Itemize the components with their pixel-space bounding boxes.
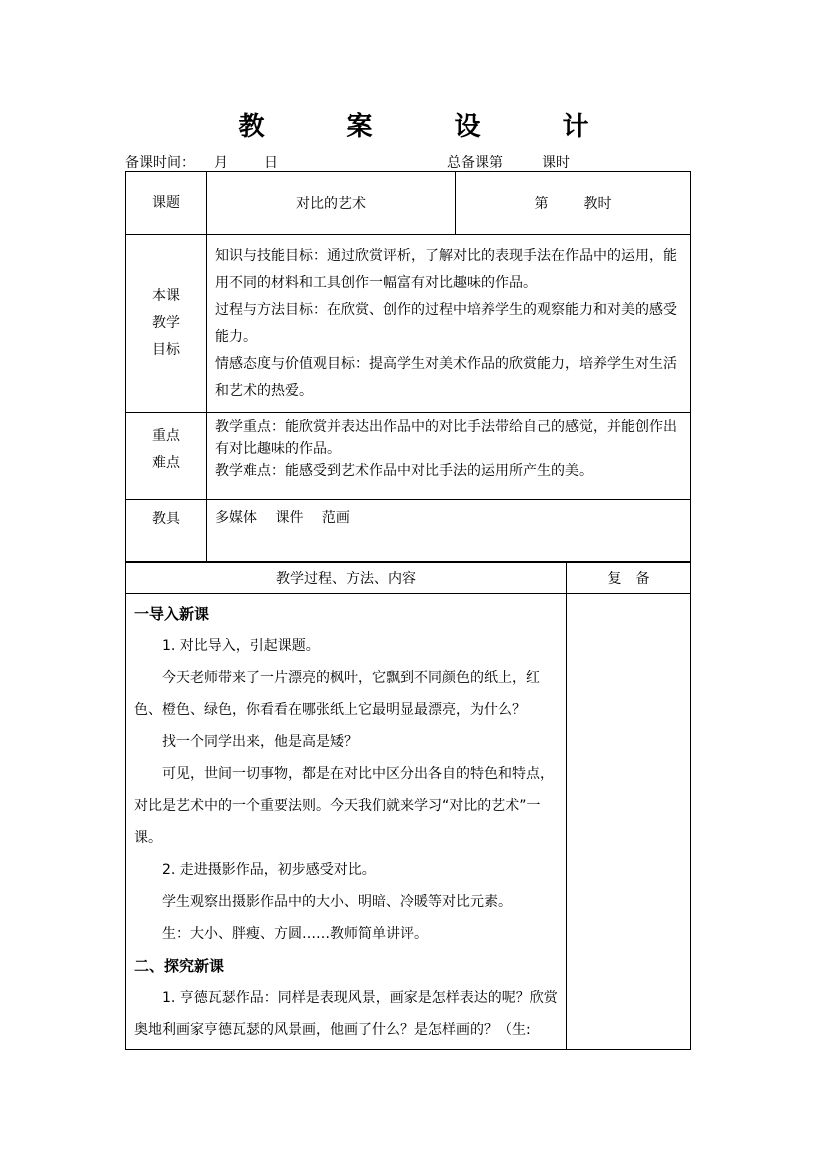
key-points-content bbox=[207, 413, 691, 500]
objective-knowledge: 知识与技能目标：通过欣赏评析，了解对比的表现手法在作品中的运用，能用不同的材料和工具创作一幅富有对比趣味的作品。 bbox=[215, 248, 677, 291]
section-heading-intro: 一导入新课 bbox=[134, 605, 210, 623]
review-notes-cell bbox=[567, 594, 691, 1050]
topic-label: 课题 bbox=[126, 172, 207, 235]
topic-value: 对比的艺术 bbox=[207, 172, 456, 235]
paragraph: 今天老师带来了一片漂亮的枫叶，它飘到不同颜色的纸上，红色、橙色、绿色，你看看在哪张纸上它最明显最漂亮，为什么？ bbox=[134, 670, 540, 718]
objectives-label: 本课 教学 目标 bbox=[126, 235, 207, 413]
period-suffix: 教时 bbox=[583, 196, 612, 212]
tools-label: 教具 bbox=[126, 500, 207, 562]
prep-month-label: 月 bbox=[214, 155, 228, 171]
paragraph: 1. 亨德瓦瑟作品：同样是表现风景，画家是怎样表达的呢？欣赏奥地利画家亨德瓦瑟的风景画，他画了什么？是怎样画的？（生: bbox=[134, 990, 558, 1038]
process-table bbox=[125, 562, 691, 1050]
key-point: 教学重点：能欣赏并表达出作品中的对比手法带给自己的感觉，并能创作出有对比趣味的作品。 bbox=[215, 419, 677, 457]
difficult-point: 教学难点：能感受到艺术作品中对比手法的运用所产生的美。 bbox=[215, 463, 593, 479]
objectives-row bbox=[126, 235, 691, 413]
paragraph: 可见，世间一切事物，都是在对比中区分出各自的特色和特点，对比是艺术中的一个重要法则。今天我们就来学习“对比的艺术”一课。 bbox=[134, 766, 554, 846]
objectives-content bbox=[207, 235, 691, 413]
paragraph: 学生观察出摄影作品中的大小、明暗、冷暖等对比元素。 bbox=[162, 894, 512, 910]
prep-day-label: 日 bbox=[264, 155, 278, 171]
objective-process: 过程与方法目标：在欣赏、创作的过程中培养学生的观察能力和对美的感受能力。 bbox=[215, 302, 677, 345]
process-header-left: 教学过程、方法、内容 bbox=[126, 563, 567, 594]
period-prefix: 第 bbox=[534, 196, 549, 212]
section-heading-explore: 二、探究新课 bbox=[134, 957, 225, 975]
page-title: 教 案 设 计 bbox=[238, 112, 617, 142]
process-header-row bbox=[126, 563, 691, 594]
key-points-label: 重点 难点 bbox=[126, 413, 207, 500]
total-lessons-prefix: 总备课第 bbox=[447, 155, 503, 171]
process-content bbox=[126, 594, 567, 1050]
tools-row bbox=[126, 500, 691, 562]
period-cell bbox=[456, 172, 691, 235]
total-lessons-suffix: 课时 bbox=[542, 155, 570, 171]
paragraph: 1. 对比导入，引起课题。 bbox=[162, 638, 320, 654]
prep-time-label: 备课时间： bbox=[125, 155, 195, 171]
process-body-row bbox=[126, 594, 691, 1050]
process-header-right: 复 备 bbox=[567, 563, 691, 594]
key-points-row bbox=[126, 413, 691, 500]
paragraph: 找一个同学出来，他是高是矮？ bbox=[162, 734, 358, 750]
objective-emotion: 情感态度与价值观目标：提高学生对美术作品的欣赏能力，培养学生对生活和艺术的热爱。 bbox=[215, 356, 677, 399]
tools-content: 多媒体 课件 范画 bbox=[207, 500, 691, 562]
paragraph: 生：大小、胖瘦、方圆……教师简单讲评。 bbox=[162, 926, 428, 942]
topic-row bbox=[126, 172, 691, 235]
paragraph: 2. 走进摄影作品，初步感受对比。 bbox=[162, 862, 376, 878]
lesson-info-table bbox=[125, 171, 691, 562]
